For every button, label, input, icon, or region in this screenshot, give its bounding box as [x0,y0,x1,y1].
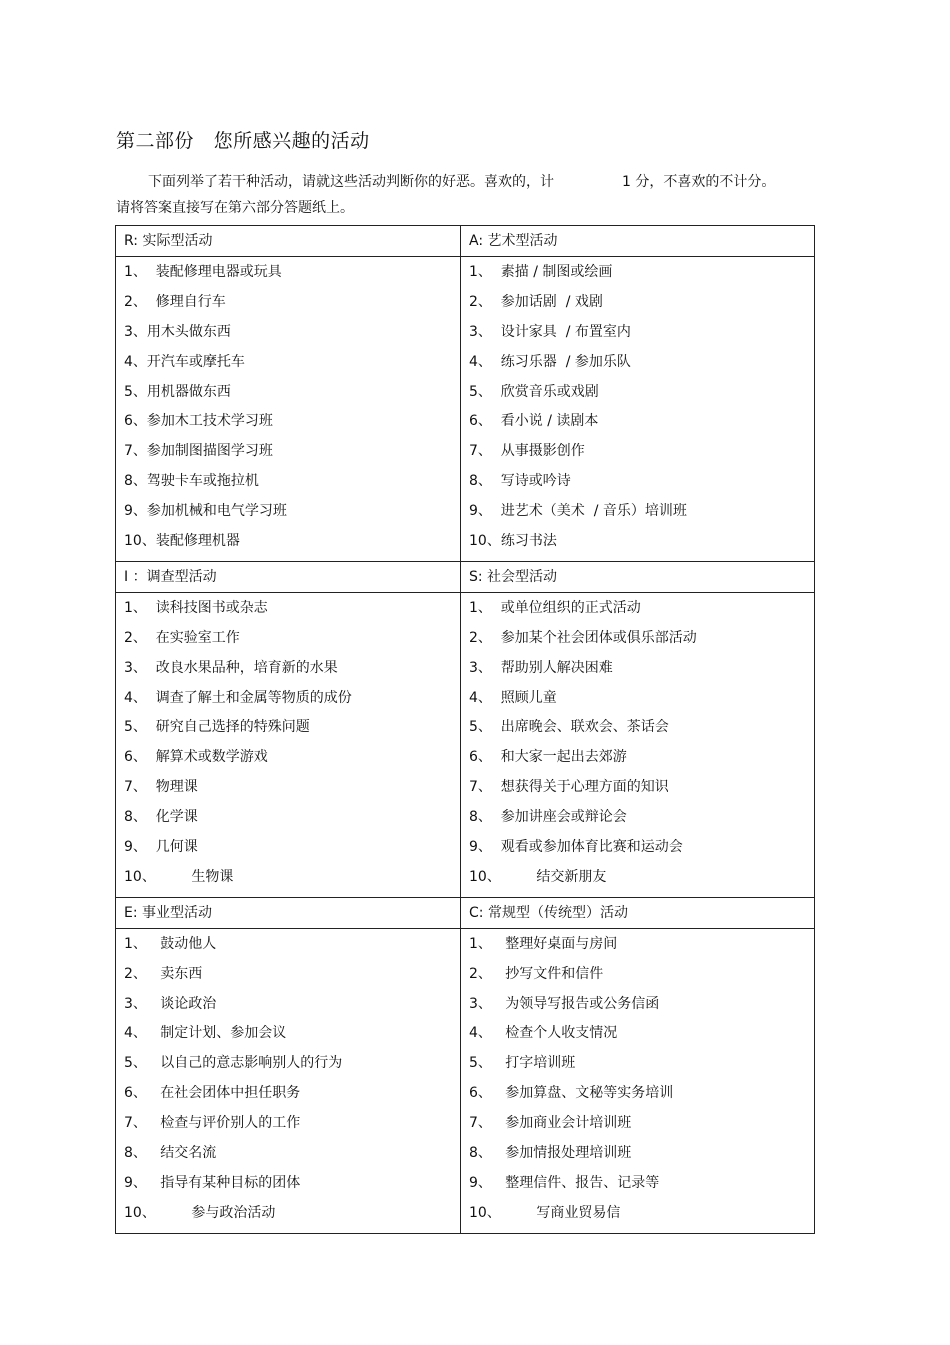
section-header-row [116,562,814,593]
activity-item: 3、 设计家具 / 布置室内 [469,323,631,340]
activity-item: 10、练习书法 [469,533,557,550]
activity-item: 4、 检查个人收支情况 [469,1025,618,1042]
activity-item: 6、参加木工技术学习班 [124,413,273,430]
activity-item: 4、 制定计划、参加会议 [124,1025,287,1042]
activity-item: 5、 以自己的意志影响别人的行为 [124,1055,343,1072]
activity-table [115,225,815,1234]
activity-item: 7、参加制图描图学习班 [124,443,273,460]
activity-item: 8、 写诗或吟诗 [469,473,571,490]
category-header: R: 实际型活动 [116,226,461,256]
activity-item: 2、 卖东西 [124,965,203,982]
activity-item: 10、装配修理机器 [124,533,240,550]
activity-list-cell [461,593,814,897]
activity-item: 1、 装配修理电器或玩具 [124,264,282,280]
activity-item: 7、 检查与评价别人的工作 [124,1115,301,1132]
activity-item: 5、 研究自己选择的特殊问题 [124,719,310,736]
activity-item: 8、 结交名流 [124,1145,217,1162]
activity-item: 8、 化学课 [124,809,198,826]
activity-item: 4、 照顾儿童 [469,689,557,706]
activity-item: 1、 素描 / 制图或绘画 [469,264,613,280]
activity-item: 9、 整理信件、报告、记录等 [469,1174,660,1191]
section-title: 第二部份 您所感兴趣的活动 [116,130,370,152]
intro-line-1 [148,171,775,191]
activity-list-cell [461,929,814,1233]
activity-item: 2、 抄写文件和信件 [469,965,604,982]
category-header: E: 事业型活动 [116,898,461,928]
activity-item: 2、 参加话剧 / 戏剧 [469,293,603,310]
section-body-row [116,929,814,1233]
activity-item: 2、 修理自行车 [124,293,226,310]
intro-text-b: 1 分，不喜欢的不计分。 [622,174,776,190]
activity-item: 9、参加机械和电气学习班 [124,503,287,520]
activity-item: 6、 和大家一起出去郊游 [469,749,627,766]
activity-list [461,593,814,897]
activity-list [461,929,814,1233]
intro-line-2: 请将答案直接写在第六部分答题纸上。 [116,200,354,216]
activity-item: 8、驾驶卡车或拖拉机 [124,473,259,490]
activity-item: 3、用木头做东西 [124,323,231,340]
activity-item: 5、 出席晚会、联欢会、茶话会 [469,719,669,736]
activity-item: 3、 改良水果品种，培育新的水果 [124,659,338,676]
activity-item: 1、 或单位组织的正式活动 [469,599,641,616]
activity-item: 3、 为领导写报告或公务信函 [469,995,660,1012]
activity-item: 7、 物理课 [124,779,198,796]
activity-item: 7、 想获得关于心理方面的知识 [469,779,669,796]
activity-item: 5、 欣赏音乐或戏剧 [469,383,599,400]
activity-item: 5、用机器做东西 [124,383,231,400]
category-header: C: 常规型（传统型）活动 [469,904,628,921]
section-body-row [116,257,814,562]
activity-list [116,593,460,897]
activity-item: 8、 参加讲座会或辩论会 [469,809,627,826]
activity-item: 1、 鼓动他人 [124,935,217,952]
activity-item: 3、 帮助别人解决困难 [469,659,613,676]
section-header-row [116,226,814,257]
activity-item: 2、 在实验室工作 [124,629,240,646]
activity-item: 6、 参加算盘、文秘等实务培训 [469,1085,674,1102]
activity-item: 3、 谈论政治 [124,995,217,1012]
activity-item: 9、 进艺术（美术 / 音乐）培训班 [469,503,687,520]
category-header: A: 艺术型活动 [469,233,558,249]
activity-item: 5、 打字培训班 [469,1055,576,1072]
activity-list-cell [116,929,461,1233]
activity-item: 10、 生物课 [124,868,234,885]
activity-list-cell [116,257,461,561]
intro-text-a: 下面列举了若干种活动，请就这些活动判断你的好恶。喜欢的，计 [148,174,554,190]
activity-list-cell [461,257,814,561]
activity-item: 10、 参与政治活动 [124,1204,276,1221]
activity-item: 4、开汽车或摩托车 [124,353,245,370]
category-header: I ：调查型活动 [116,562,461,592]
activity-item: 10、 结交新朋友 [469,868,607,885]
activity-item: 7、 参加商业会计培训班 [469,1115,632,1132]
section-header-row [116,898,814,929]
activity-item: 6、 解算术或数学游戏 [124,749,268,766]
activity-list [116,257,460,561]
activity-item: 9、 几何课 [124,839,198,856]
activity-item: 4、 调查了解土和金属等物质的成份 [124,689,352,706]
activity-item: 2、 参加某个社会团体或俱乐部活动 [469,629,697,646]
activity-list [461,257,814,561]
activity-item: 8、 参加情报处理培训班 [469,1145,632,1162]
activity-item: 7、 从事摄影创作 [469,443,585,460]
activity-item: 1、 读科技图书或杂志 [124,599,268,616]
activity-list [116,929,460,1233]
activity-item: 10、 写商业贸易信 [469,1204,621,1221]
activity-item: 9、 指导有某种目标的团体 [124,1174,301,1191]
activity-list-cell [116,593,461,897]
category-header: S: 社会型活动 [469,568,558,585]
activity-item: 4、 练习乐器 / 参加乐队 [469,353,631,370]
activity-item: 6、 在社会团体中担任职务 [124,1085,301,1102]
activity-item: 6、 看小说 / 读剧本 [469,413,599,430]
activity-item: 1、 整理好桌面与房间 [469,935,618,952]
activity-item: 9、 观看或参加体育比赛和运动会 [469,839,683,856]
section-body-row [116,593,814,898]
